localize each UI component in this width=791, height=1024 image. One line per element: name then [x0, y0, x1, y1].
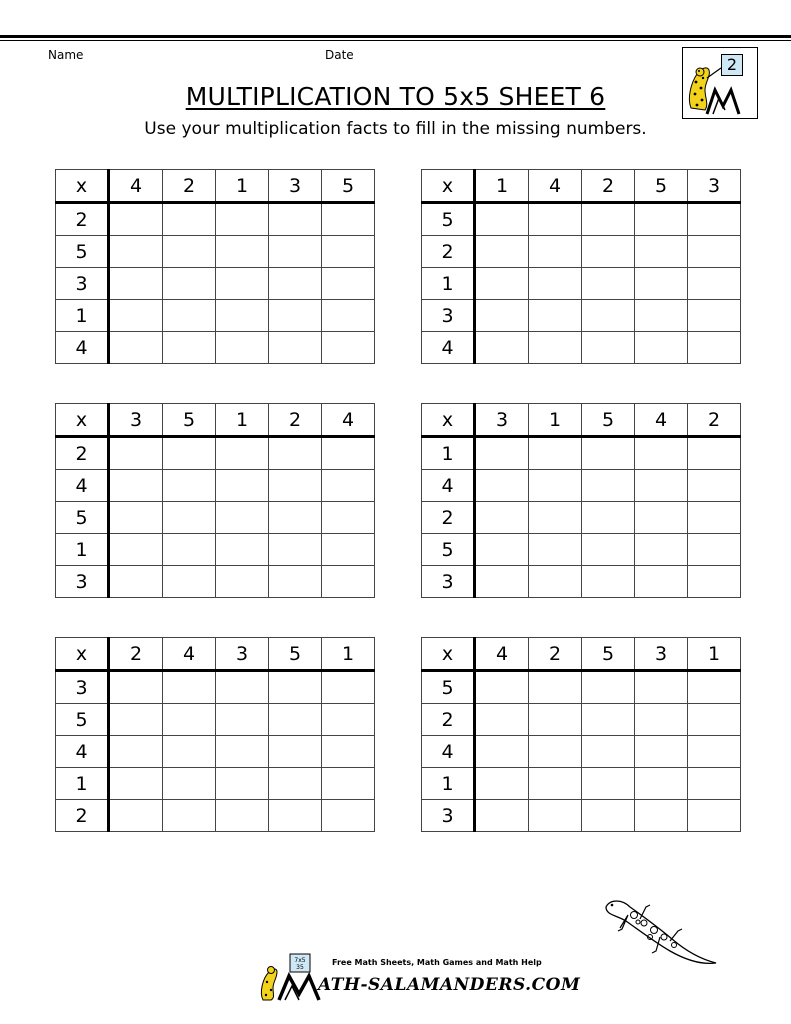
answer-cell[interactable]	[322, 332, 375, 364]
answer-cell[interactable]	[216, 534, 269, 566]
grid-row	[422, 268, 741, 300]
column-header: 3	[269, 170, 322, 203]
answer-cell[interactable]	[475, 671, 529, 704]
answer-cell[interactable]	[635, 437, 688, 470]
row-header: 5	[422, 671, 475, 704]
column-header: 3	[216, 638, 269, 671]
answer-cell[interactable]	[163, 268, 216, 300]
answer-cell[interactable]	[635, 736, 688, 768]
answer-cell[interactable]	[216, 437, 269, 470]
answer-cell[interactable]	[322, 203, 375, 236]
answer-cell[interactable]	[635, 300, 688, 332]
row-header: 1	[56, 300, 109, 332]
answer-cell[interactable]	[109, 768, 163, 800]
grid-row	[422, 534, 741, 566]
answer-cell[interactable]	[322, 800, 375, 832]
answer-cell[interactable]	[529, 203, 582, 236]
row-header: 5	[56, 502, 109, 534]
answer-cell[interactable]	[582, 470, 635, 502]
answer-cell[interactable]	[688, 768, 741, 800]
answer-cell[interactable]	[635, 800, 688, 832]
grid-row	[422, 671, 741, 704]
column-header: 2	[582, 170, 635, 203]
row-header: 4	[422, 736, 475, 768]
row-header: 2	[422, 236, 475, 268]
answer-cell[interactable]	[269, 268, 322, 300]
grid-row	[56, 300, 375, 332]
answer-cell[interactable]	[322, 502, 375, 534]
answer-cell[interactable]	[322, 268, 375, 300]
column-header: 4	[109, 170, 163, 203]
grid-row	[56, 736, 375, 768]
row-header: 5	[56, 704, 109, 736]
answer-cell[interactable]	[475, 768, 529, 800]
column-header: 1	[322, 638, 375, 671]
grid-row	[422, 236, 741, 268]
answer-cell[interactable]	[109, 332, 163, 364]
answer-cell[interactable]	[688, 332, 741, 364]
answer-cell[interactable]	[163, 300, 216, 332]
column-header: 3	[635, 638, 688, 671]
answer-cell[interactable]	[163, 566, 216, 598]
grid-row	[56, 704, 375, 736]
grid-row	[422, 502, 741, 534]
column-header: 2	[269, 404, 322, 437]
grid-header-row	[56, 170, 375, 203]
answer-cell[interactable]	[688, 203, 741, 236]
grid-corner-symbol: x	[422, 170, 475, 203]
answer-cell[interactable]	[688, 566, 741, 598]
answer-cell[interactable]	[109, 470, 163, 502]
column-header: 4	[163, 638, 216, 671]
answer-cell[interactable]	[635, 236, 688, 268]
answer-cell[interactable]	[163, 768, 216, 800]
answer-cell[interactable]	[163, 671, 216, 704]
grid-row	[56, 470, 375, 502]
column-header: 2	[109, 638, 163, 671]
answer-cell[interactable]	[582, 736, 635, 768]
grid-row	[422, 300, 741, 332]
multiplication-grid	[55, 637, 375, 832]
answer-cell[interactable]	[529, 671, 582, 704]
column-header: 2	[163, 170, 216, 203]
answer-cell[interactable]	[163, 534, 216, 566]
answer-cell[interactable]	[322, 300, 375, 332]
row-header: 1	[56, 768, 109, 800]
answer-cell[interactable]	[163, 437, 216, 470]
answer-cell[interactable]	[163, 736, 216, 768]
row-header: 4	[422, 470, 475, 502]
answer-cell[interactable]	[216, 300, 269, 332]
answer-cell[interactable]	[322, 566, 375, 598]
grid-row	[422, 704, 741, 736]
answer-cell[interactable]	[582, 437, 635, 470]
answer-cell[interactable]	[269, 470, 322, 502]
answer-cell[interactable]	[529, 800, 582, 832]
answer-cell[interactable]	[322, 470, 375, 502]
answer-cell[interactable]	[163, 502, 216, 534]
answer-cell[interactable]	[582, 704, 635, 736]
answer-cell[interactable]	[163, 704, 216, 736]
answer-cell[interactable]	[269, 332, 322, 364]
answer-cell[interactable]	[582, 768, 635, 800]
row-header: 2	[56, 800, 109, 832]
grid-header-row	[56, 404, 375, 437]
answer-cell[interactable]	[269, 768, 322, 800]
answer-cell[interactable]	[109, 203, 163, 236]
answer-cell[interactable]	[475, 534, 529, 566]
answer-cell[interactable]	[688, 671, 741, 704]
grid-row	[56, 203, 375, 236]
answer-cell[interactable]	[322, 236, 375, 268]
answer-cell[interactable]	[269, 566, 322, 598]
grid-row	[56, 437, 375, 470]
grid-row	[422, 203, 741, 236]
top-rule-thick	[0, 35, 791, 38]
multiplication-grid	[421, 169, 741, 364]
answer-cell[interactable]	[635, 768, 688, 800]
answer-cell[interactable]	[216, 566, 269, 598]
answer-cell[interactable]	[322, 736, 375, 768]
answer-cell[interactable]	[269, 736, 322, 768]
row-header: 5	[422, 534, 475, 566]
column-header: 5	[269, 638, 322, 671]
answer-cell[interactable]	[688, 736, 741, 768]
answer-cell[interactable]	[163, 236, 216, 268]
answer-cell[interactable]	[529, 566, 582, 598]
answer-cell[interactable]	[582, 300, 635, 332]
column-header: 3	[688, 170, 741, 203]
answer-cell[interactable]	[163, 203, 216, 236]
answer-cell[interactable]	[529, 704, 582, 736]
answer-cell[interactable]	[269, 704, 322, 736]
grid-row	[422, 736, 741, 768]
grid-row	[422, 800, 741, 832]
grade-badge: 2	[721, 54, 743, 76]
grid-row	[422, 768, 741, 800]
answer-cell[interactable]	[529, 534, 582, 566]
answer-cell[interactable]	[475, 236, 529, 268]
answer-cell[interactable]	[216, 800, 269, 832]
answer-cell[interactable]	[109, 236, 163, 268]
column-header: 1	[688, 638, 741, 671]
answer-cell[interactable]	[529, 502, 582, 534]
row-header: 3	[56, 268, 109, 300]
row-header: 3	[422, 800, 475, 832]
answer-cell[interactable]	[269, 236, 322, 268]
grid-row	[56, 502, 375, 534]
answer-cell[interactable]	[529, 236, 582, 268]
grid-header-row	[422, 404, 741, 437]
answer-cell[interactable]	[582, 203, 635, 236]
answer-cell[interactable]	[109, 534, 163, 566]
answer-cell[interactable]	[109, 704, 163, 736]
answer-cell[interactable]	[475, 800, 529, 832]
grid-row	[422, 437, 741, 470]
answer-cell[interactable]	[216, 768, 269, 800]
answer-cell[interactable]	[635, 332, 688, 364]
answer-cell[interactable]	[475, 300, 529, 332]
answer-cell[interactable]	[322, 768, 375, 800]
row-header: 1	[422, 768, 475, 800]
answer-cell[interactable]	[529, 437, 582, 470]
row-header: 1	[422, 268, 475, 300]
row-header: 1	[56, 534, 109, 566]
answer-cell[interactable]	[475, 470, 529, 502]
column-header: 5	[582, 638, 635, 671]
answer-cell[interactable]	[582, 566, 635, 598]
answer-cell[interactable]	[163, 800, 216, 832]
answer-cell[interactable]	[688, 236, 741, 268]
answer-cell[interactable]	[688, 800, 741, 832]
answer-cell[interactable]	[582, 332, 635, 364]
answer-cell[interactable]	[529, 736, 582, 768]
row-header: 3	[56, 566, 109, 598]
answer-cell[interactable]	[269, 300, 322, 332]
multiplication-grid	[55, 403, 375, 598]
column-header: 1	[475, 170, 529, 203]
answer-cell[interactable]	[582, 236, 635, 268]
answer-cell[interactable]	[529, 768, 582, 800]
row-header: 2	[56, 203, 109, 236]
answer-cell[interactable]	[635, 203, 688, 236]
row-header: 4	[422, 332, 475, 364]
answer-cell[interactable]	[216, 470, 269, 502]
grid-header-row	[56, 638, 375, 671]
grid-row	[422, 332, 741, 364]
column-header: 1	[529, 404, 582, 437]
grid-header-row	[422, 638, 741, 671]
grid-corner-symbol: x	[56, 404, 109, 437]
grid-row	[56, 332, 375, 364]
answer-cell[interactable]	[216, 236, 269, 268]
answer-cell[interactable]	[635, 470, 688, 502]
column-header: 4	[635, 404, 688, 437]
answer-cell[interactable]	[582, 268, 635, 300]
answer-cell[interactable]	[269, 502, 322, 534]
grid-row	[56, 671, 375, 704]
column-header: 4	[322, 404, 375, 437]
answer-cell[interactable]	[688, 437, 741, 470]
footer-logo-drawing	[257, 952, 327, 1002]
answer-cell[interactable]	[582, 534, 635, 566]
answer-cell[interactable]	[582, 671, 635, 704]
grid-header-row	[422, 170, 741, 203]
answer-cell[interactable]	[635, 534, 688, 566]
column-header: 1	[216, 170, 269, 203]
answer-cell[interactable]	[635, 704, 688, 736]
date-label: Date	[325, 48, 354, 62]
answer-cell[interactable]	[163, 470, 216, 502]
footer-tagline: Free Math Sheets, Math Games and Math Help	[332, 958, 542, 967]
grid-corner-symbol: x	[56, 170, 109, 203]
answer-cell[interactable]	[322, 437, 375, 470]
answer-cell[interactable]	[269, 671, 322, 704]
column-header: 5	[582, 404, 635, 437]
answer-cell[interactable]	[475, 566, 529, 598]
row-header: 5	[56, 236, 109, 268]
answer-cell[interactable]	[163, 332, 216, 364]
answer-cell[interactable]	[269, 437, 322, 470]
answer-cell[interactable]	[475, 736, 529, 768]
answer-cell[interactable]	[322, 671, 375, 704]
row-header: 2	[422, 502, 475, 534]
answer-cell[interactable]	[688, 268, 741, 300]
grid-row	[56, 566, 375, 598]
answer-cell[interactable]	[529, 268, 582, 300]
answer-cell[interactable]	[688, 300, 741, 332]
row-header: 4	[56, 736, 109, 768]
grid-row	[56, 800, 375, 832]
column-header: 2	[529, 638, 582, 671]
multiplication-grid	[421, 403, 741, 598]
answer-cell[interactable]	[216, 502, 269, 534]
answer-cell[interactable]	[475, 437, 529, 470]
answer-cell[interactable]	[475, 502, 529, 534]
answer-cell[interactable]	[529, 332, 582, 364]
grid-row	[56, 236, 375, 268]
row-header: 2	[56, 437, 109, 470]
answer-cell[interactable]	[322, 704, 375, 736]
answer-cell[interactable]	[269, 800, 322, 832]
answer-cell[interactable]	[688, 502, 741, 534]
multiplication-grid	[421, 637, 741, 832]
column-header: 5	[322, 170, 375, 203]
top-rule-thin	[0, 40, 791, 41]
row-header: 3	[422, 300, 475, 332]
column-header: 2	[688, 404, 741, 437]
answer-cell[interactable]	[109, 437, 163, 470]
answer-cell[interactable]	[529, 470, 582, 502]
instructions: Use your multiplication facts to fill in the missing numbers.	[144, 119, 647, 139]
answer-cell[interactable]	[216, 736, 269, 768]
answer-cell[interactable]	[216, 332, 269, 364]
answer-cell[interactable]	[475, 203, 529, 236]
answer-cell[interactable]	[688, 534, 741, 566]
answer-cell[interactable]	[635, 502, 688, 534]
column-header: 5	[635, 170, 688, 203]
row-header: 3	[56, 671, 109, 704]
answer-cell[interactable]	[582, 800, 635, 832]
row-header: 2	[422, 704, 475, 736]
name-label: Name	[48, 48, 84, 62]
answer-cell[interactable]	[635, 671, 688, 704]
column-header: 3	[109, 404, 163, 437]
column-header: 1	[216, 404, 269, 437]
grid-corner-symbol: x	[422, 638, 475, 671]
grid-row	[56, 768, 375, 800]
svg-text:7x5: 7x5	[294, 957, 306, 964]
answer-cell[interactable]	[529, 300, 582, 332]
svg-text:35: 35	[296, 964, 304, 971]
answer-cell[interactable]	[109, 671, 163, 704]
answer-cell[interactable]	[688, 470, 741, 502]
salamander-icon	[600, 893, 720, 973]
answer-cell[interactable]	[269, 203, 322, 236]
answer-cell[interactable]	[322, 534, 375, 566]
row-header: 4	[56, 332, 109, 364]
grid-row	[56, 268, 375, 300]
page-title: MULTIPLICATION TO 5x5 SHEET 6	[185, 82, 606, 111]
answer-cell[interactable]	[635, 268, 688, 300]
footer-site-name: ATH-SALAMANDERS.COM	[318, 975, 581, 995]
grid-corner-symbol: x	[422, 404, 475, 437]
answer-cell[interactable]	[109, 300, 163, 332]
column-header: 5	[163, 404, 216, 437]
column-header: 4	[475, 638, 529, 671]
answer-cell[interactable]	[582, 502, 635, 534]
answer-cell[interactable]	[109, 268, 163, 300]
multiplication-grid	[55, 169, 375, 364]
row-header: 3	[422, 566, 475, 598]
answer-cell[interactable]	[216, 704, 269, 736]
answer-cell[interactable]	[216, 203, 269, 236]
answer-cell[interactable]	[109, 502, 163, 534]
grid-row	[56, 534, 375, 566]
row-header: 4	[56, 470, 109, 502]
column-header: 4	[529, 170, 582, 203]
answer-cell[interactable]	[109, 566, 163, 598]
answer-cell[interactable]	[635, 566, 688, 598]
grid-row	[422, 470, 741, 502]
answer-cell[interactable]	[475, 704, 529, 736]
grid-corner-symbol: x	[56, 638, 109, 671]
answer-cell[interactable]	[216, 268, 269, 300]
answer-cell[interactable]	[109, 800, 163, 832]
row-header: 1	[422, 437, 475, 470]
answer-cell[interactable]	[688, 704, 741, 736]
answer-cell[interactable]	[475, 268, 529, 300]
answer-cell[interactable]	[109, 736, 163, 768]
answer-cell[interactable]	[216, 671, 269, 704]
answer-cell[interactable]	[269, 534, 322, 566]
answer-cell[interactable]	[475, 332, 529, 364]
grid-row	[422, 566, 741, 598]
column-header: 3	[475, 404, 529, 437]
row-header: 5	[422, 203, 475, 236]
